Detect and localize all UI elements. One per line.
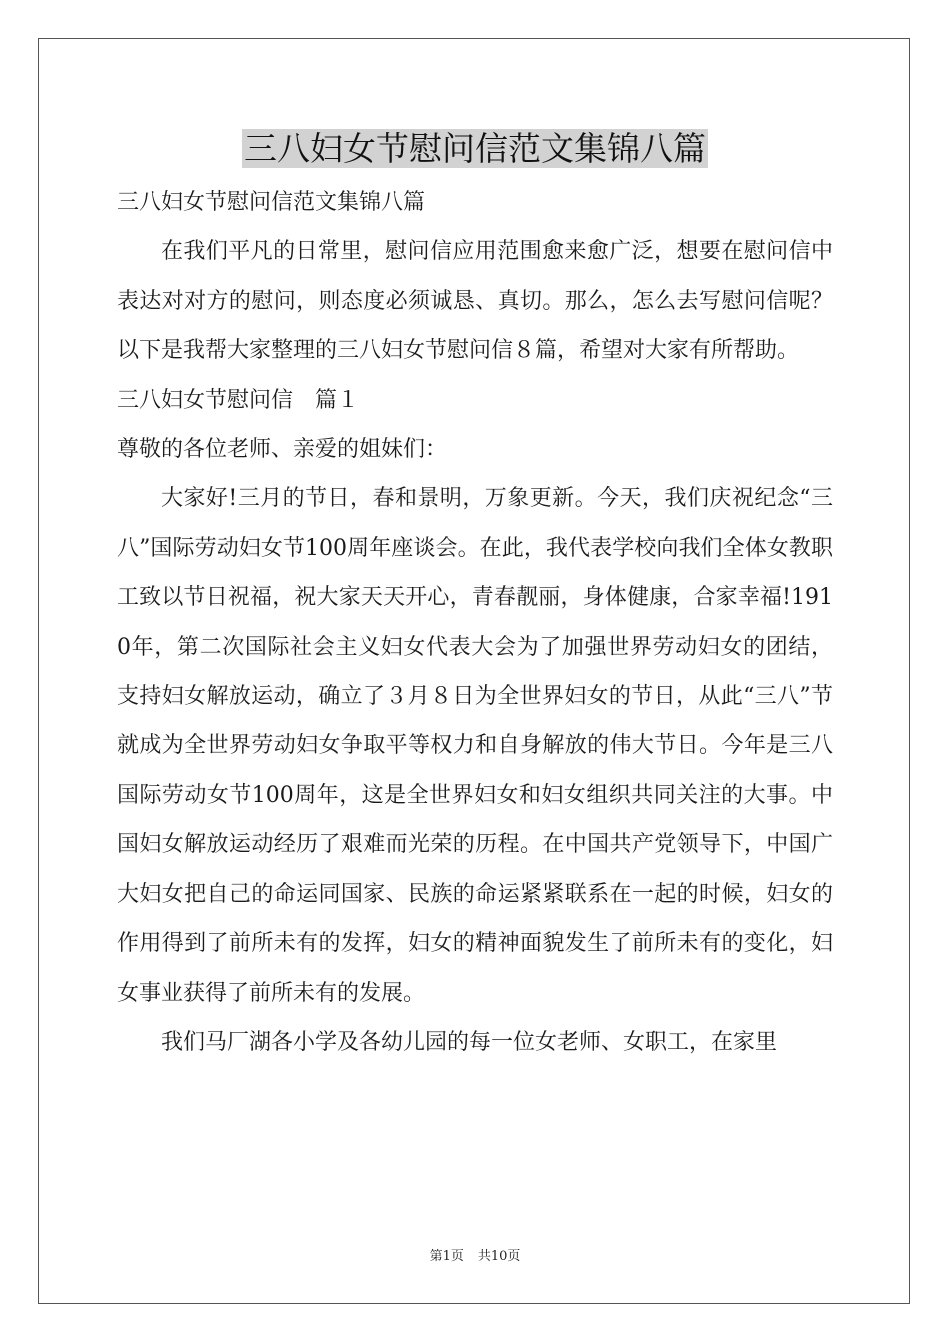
page-footer xyxy=(0,1248,950,1266)
paragraph: 在我们平凡的日常里，慰问信应用范围愈来愈广泛，想要在慰问信中表达对对方的慰问，则态度必须诚恳、真切。那么，怎么去写慰问信呢？以下是我帮大家整理的三八妇女节慰问信８篇，希望对大家有所帮助。 xyxy=(117,239,833,364)
document-title-text: 三八妇女节慰问信范文集锦八篇 xyxy=(244,129,706,168)
page-number: 第1页 xyxy=(429,1249,464,1264)
page-total: 共10页 xyxy=(477,1249,521,1264)
document-title xyxy=(0,126,950,172)
paragraph: 尊敬的各位老师、亲爱的姐妹们： xyxy=(117,437,448,463)
paragraph: 三八妇女节慰问信 篇１ xyxy=(117,387,360,413)
paragraph: 大家好!三月的节日，春和景明，万象更新。今天，我们庆祝纪念“三八”国际劳动妇女节100周年座谈会。在此，我代表学校向我们全体女教职工致以节日祝福，祝大家天天开心，青春靓丽，身体健康，合家幸福!1910年，第二次国际社会主义妇女代表大会为了加强世界劳动妇女的团结，支持妇女解放运动，确立了３月８日为全世界妇女的节日，从此“三八”节就成为全世界劳动妇女争取平等权力和自身解放的伟大节日。今年是三八国际劳动女节100周年，这是全世界妇女和妇女组织共同关注的大事。中国妇女解放运动经历了艰难而光荣的历程。在中国共产党领导下，中国广大妇女把自己的命运同国家、民族的命运紧紧联系在一起的时候，妇女的作用得到了前所未有的发挥，妇女的精神面貌发生了前所未有的变化，妇女事业获得了前所未有的发展。 xyxy=(117,486,833,1006)
document-body xyxy=(117,178,833,1067)
paragraph: 我们马厂湖各小学及各幼儿园的每一位女老师、女职工，在家里 xyxy=(161,1029,778,1055)
paragraph: 三八妇女节慰问信范文集锦八篇 xyxy=(117,190,426,215)
